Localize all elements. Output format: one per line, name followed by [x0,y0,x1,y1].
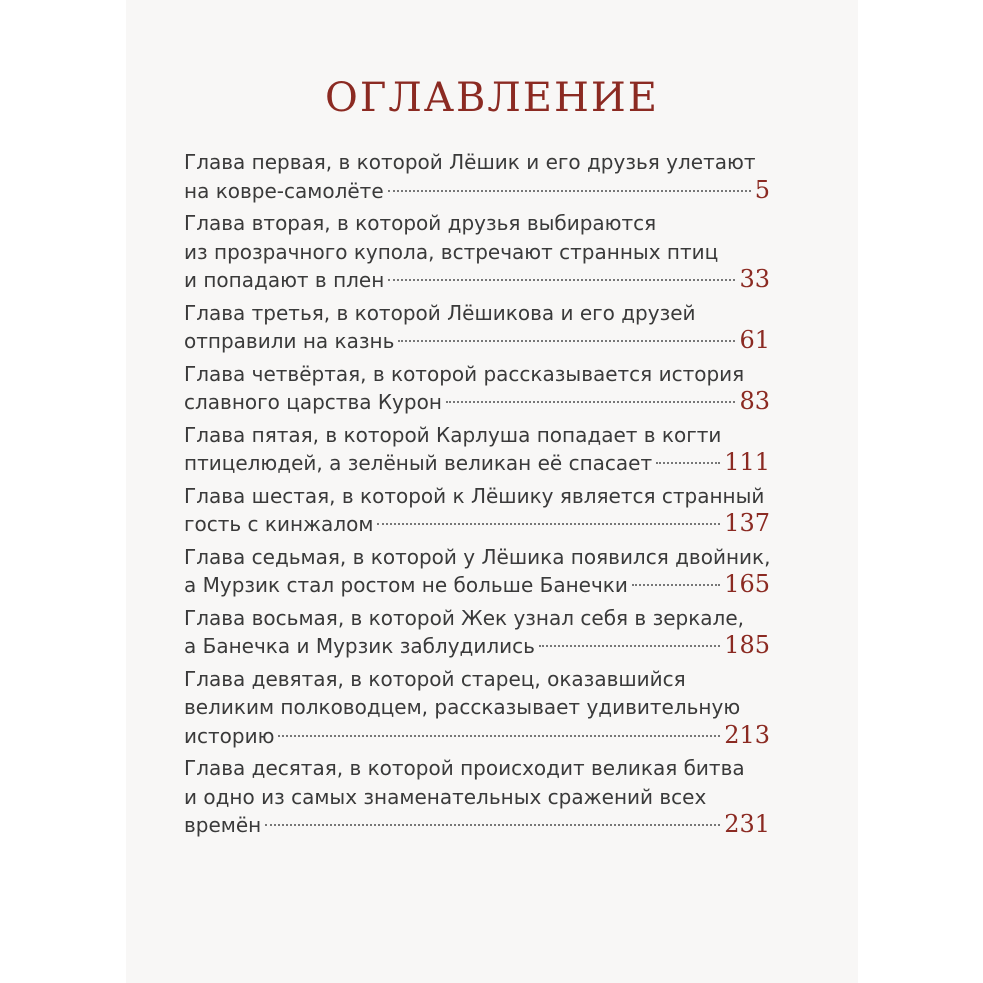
toc-entry-text: Глава пятая, в которой Карлуша попадает в когти [184,422,722,447]
toc-entry-text: и одно из самых знаменательных сражений всех [184,784,707,809]
toc-entry-line [184,421,770,450]
page-number: 231 [724,810,770,838]
toc-entry-last-line [184,449,770,478]
toc-entry-text: Глава третья, в которой Лёшикова и его друзей [184,300,696,325]
toc-entry-text: на ковре-самолёте [184,178,384,203]
dot-leader [265,823,720,826]
table-of-contents [184,148,770,844]
toc-entry-text: Глава вторая, в которой друзья выбираются [184,211,657,235]
toc-entry-text: Глава шестая, в которой к Лёшику является странный [184,483,765,508]
dot-leader [632,583,720,586]
toc-entry-text: Глава первая, в которой Лёшик и его друзья улетают [184,150,756,174]
toc-entry-last-line [184,327,770,356]
toc-entry-text: Глава десятая, в которой происходит великая битва [184,756,745,780]
dot-leader [656,461,720,464]
toc-entry-line [184,360,770,389]
toc-entry-text: отправили на казнь [184,329,395,353]
toc-entry [184,209,770,295]
dot-leader [539,644,720,647]
toc-entry-text: из прозрачного купола, встречают странных птиц [184,239,719,264]
toc-entry-line [184,148,770,177]
toc-entry-line [184,783,770,812]
toc-entry-last-line [184,722,770,751]
page-number: 33 [739,265,770,293]
toc-entry-text: птицелюдей, а зелёный великан её спасает [184,451,653,475]
toc-entry-text: и попадают в плен [184,268,385,292]
toc-entry-line [184,543,770,572]
dot-leader [398,339,735,342]
toc-entry-last-line [184,571,770,600]
toc-entry [184,543,770,600]
toc-entry [184,482,770,539]
book-page [126,0,858,983]
page-number: 5 [754,175,770,204]
dot-leader [388,189,751,192]
page-title: ОГЛАВЛЕНИЕ [325,75,659,121]
toc-entry-text: историю [184,723,275,748]
toc-entry-line [184,754,770,783]
toc-entry-text: славного царства Курон [184,390,442,414]
page-number: 185 [724,631,770,659]
page-number: 213 [724,720,770,749]
toc-entry [184,665,770,751]
page-number: 137 [724,509,770,537]
toc-entry-last-line [184,510,770,539]
dot-leader [446,400,736,403]
dot-leader [388,278,735,281]
dot-leader [278,734,720,737]
page-number: 165 [724,570,770,598]
toc-entry-last-line [184,811,770,840]
dot-leader [377,522,720,525]
page-number: 111 [724,448,770,476]
toc-entry [184,299,770,356]
toc-entry-last-line [184,266,770,295]
toc-entry-line [184,482,770,511]
toc-entry-last-line [184,388,770,417]
toc-entry-text: Глава седьмая, в которой у Лёшика появился двойник, [184,544,771,569]
toc-entry-text: времён [184,813,262,837]
toc-entry-line [184,693,770,722]
toc-entry-line [184,238,770,267]
toc-entry-text: Глава девятая, в которой старец, оказавшийся [184,666,686,691]
toc-entry [184,360,770,417]
toc-entry-line [184,299,770,328]
page-number: 83 [739,387,770,415]
toc-entry [184,604,770,661]
toc-entry-line [184,209,770,238]
toc-entry [184,754,770,840]
page-number: 61 [739,326,770,354]
toc-entry-line [184,604,770,633]
toc-entry-line [184,665,770,694]
toc-entry-text: а Банечка и Мурзик заблудились [184,634,535,658]
toc-entry [184,421,770,478]
toc-entry-text: гость с кинжалом [184,512,374,536]
toc-entry-text: Глава восьмая, в которой Жек узнал себя в зеркале, [184,605,744,630]
toc-entry-text: а Мурзик стал ростом не больше Банечки [184,573,628,597]
toc-entry-last-line [184,632,770,661]
toc-entry-text: великим полководцем, рассказывает удивительную [184,695,741,719]
toc-entry-text: Глава четвёртая, в которой рассказывается история [184,361,745,386]
toc-entry-last-line [184,177,770,206]
toc-entry [184,148,770,205]
